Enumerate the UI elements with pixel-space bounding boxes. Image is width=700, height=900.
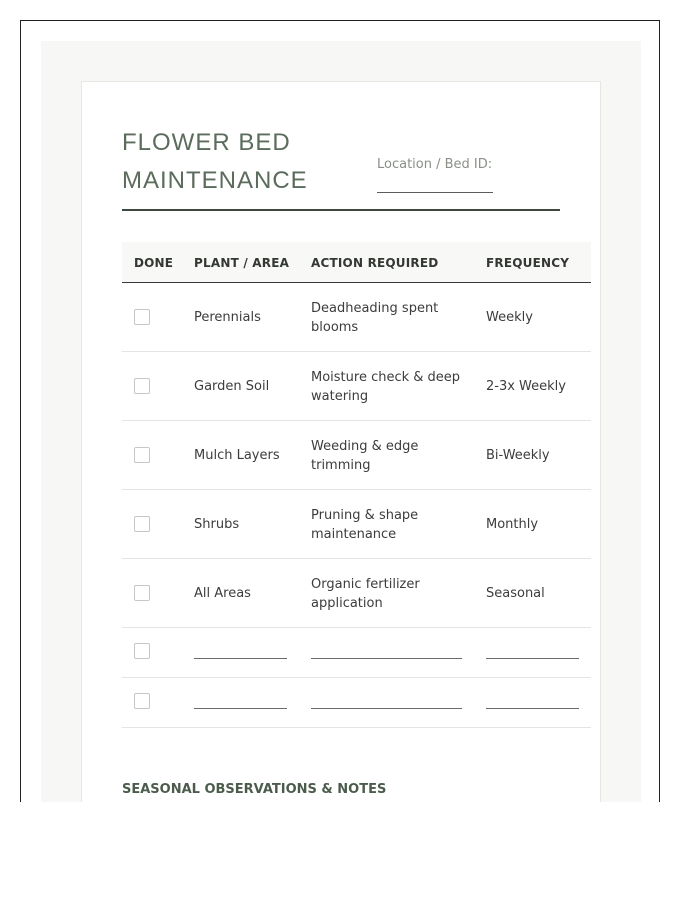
- blank-table-row: [122, 678, 591, 728]
- page-background: [41, 41, 641, 802]
- frequency-cell: Monthly: [486, 517, 539, 532]
- location-field[interactable]: [377, 192, 493, 193]
- column-header-done: DONE: [134, 256, 174, 270]
- action-cell: Deadheading spent blooms: [311, 301, 439, 335]
- frequency-cell: 2-3x Weekly: [486, 379, 566, 394]
- done-checkbox[interactable]: [134, 309, 150, 325]
- action-cell: Weeding & edge trimming: [311, 439, 419, 473]
- notes-heading: SEASONAL OBSERVATIONS & NOTES: [122, 781, 387, 797]
- table-row: [122, 283, 591, 352]
- location-label: Location / Bed ID:: [377, 157, 493, 172]
- table-row: [122, 421, 591, 490]
- frequency-blank-line[interactable]: [486, 658, 579, 659]
- title-divider: [122, 209, 560, 211]
- plant-cell: All Areas: [194, 586, 251, 601]
- action-cell: Organic fertilizer application: [311, 577, 420, 611]
- plant-blank-line[interactable]: [194, 658, 287, 659]
- frequency-blank-line[interactable]: [486, 708, 579, 709]
- action-blank-line[interactable]: [311, 708, 462, 709]
- plant-cell: Garden Soil: [194, 379, 270, 394]
- maintenance-sheet: [81, 81, 601, 802]
- plant-cell: Mulch Layers: [194, 448, 280, 463]
- done-checkbox[interactable]: [134, 585, 150, 601]
- table-row: [122, 490, 591, 559]
- frequency-cell: Seasonal: [486, 586, 545, 601]
- done-checkbox[interactable]: [134, 447, 150, 463]
- frequency-cell: Weekly: [486, 310, 533, 325]
- plant-cell: Shrubs: [194, 517, 240, 532]
- blank-table-row: [122, 628, 591, 678]
- plant-blank-line[interactable]: [194, 708, 287, 709]
- table-row: [122, 559, 591, 628]
- page-title: FLOWER BED MAINTENANCE: [122, 129, 308, 194]
- table-row: [122, 352, 591, 421]
- done-checkbox[interactable]: [134, 378, 150, 394]
- column-header-plant: PLANT / AREA: [194, 256, 290, 270]
- frequency-cell: Bi-Weekly: [486, 448, 550, 463]
- plant-cell: Perennials: [194, 310, 261, 325]
- done-checkbox[interactable]: [134, 516, 150, 532]
- action-cell: Pruning & shape maintenance: [311, 508, 419, 542]
- action-cell: Moisture check & deep watering: [311, 370, 461, 404]
- column-header-frequency: FREQUENCY: [486, 256, 570, 270]
- action-blank-line[interactable]: [311, 658, 462, 659]
- column-header-action: ACTION REQUIRED: [311, 256, 439, 270]
- document-frame: [20, 20, 660, 802]
- done-checkbox[interactable]: [134, 643, 150, 659]
- table-header: [122, 242, 591, 283]
- done-checkbox[interactable]: [134, 693, 150, 709]
